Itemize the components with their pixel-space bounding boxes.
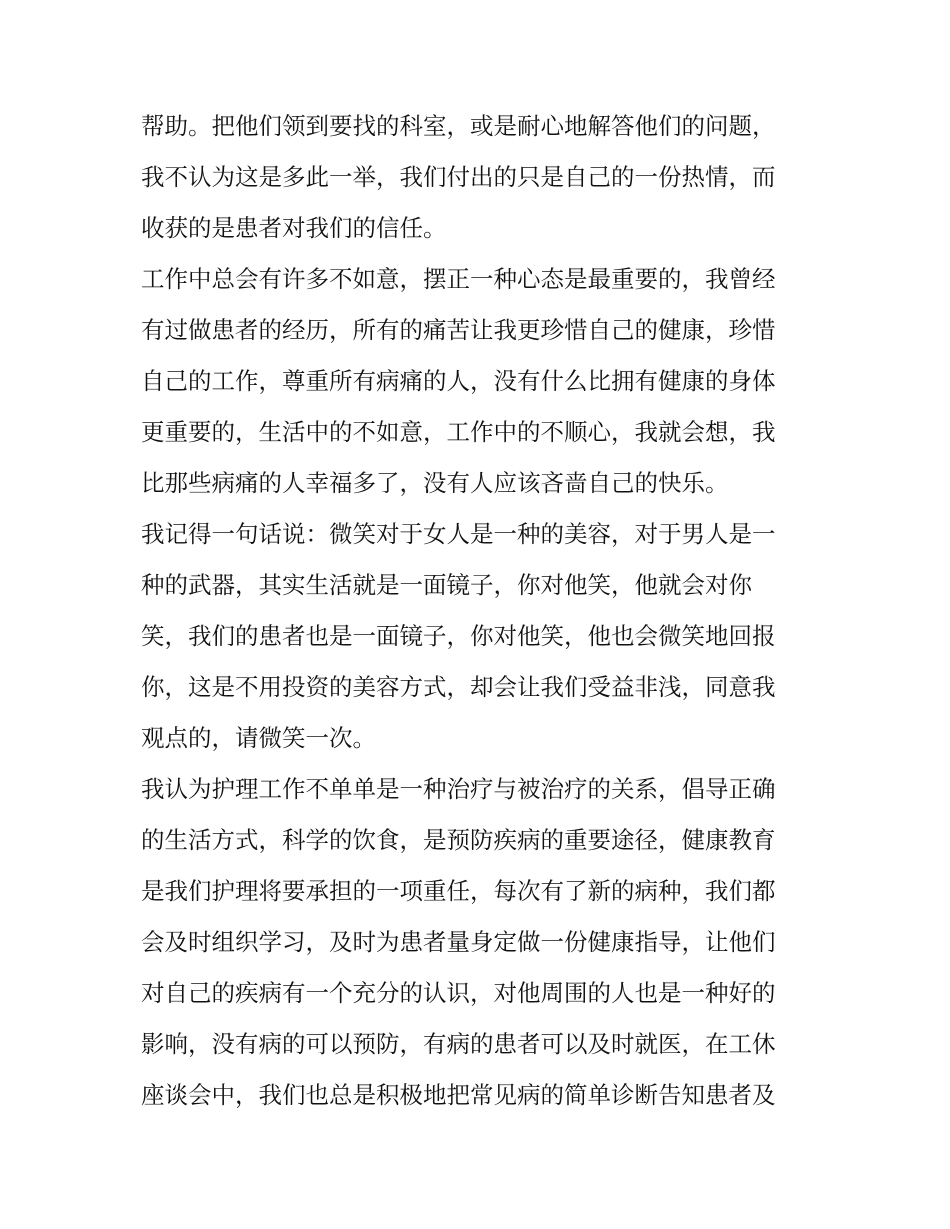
text-line: 对自己的疾病有一个充分的认识，对他周围的人也是一种好的 — [141, 979, 776, 1007]
text-line: 是我们护理将要承担的一项重任，每次有了新的病种，我们都 — [141, 877, 776, 905]
text-line: 更重要的，生活中的不如意，工作中的不顺心，我就会想，我 — [141, 418, 776, 446]
text-line: 观点的，请微笑一次。 — [141, 724, 376, 752]
text-line: 自己的工作，尊重所有病痛的人，没有什么比拥有健康的身体 — [141, 367, 776, 395]
text-line: 影响，没有病的可以预防，有病的患者可以及时就医，在工休 — [141, 1030, 776, 1058]
text-line: 帮助。把他们领到要找的科室，或是耐心地解答他们的问题， — [141, 112, 776, 140]
text-line: 的生活方式，科学的饮食，是预防疾病的重要途径，健康教育 — [141, 826, 776, 854]
text-line: 座谈会中，我们也总是积极地把常见病的简单诊断告知患者及 — [141, 1081, 776, 1109]
text-line: 会及时组织学习，及时为患者量身定做一份健康指导，让他们 — [141, 928, 776, 956]
text-line: 种的武器，其实生活就是一面镜子，你对他笑，他就会对你 — [141, 571, 752, 599]
text-line: 我记得一句话说：微笑对于女人是一种的美容，对于男人是一 — [141, 520, 776, 548]
text-line: 我不认为这是多此一举，我们付出的只是自己的一份热情，而 — [141, 163, 776, 191]
text-line: 工作中总会有许多不如意，摆正一种心态是最重要的，我曾经 — [141, 265, 776, 293]
text-line: 笑，我们的患者也是一面镜子，你对他笑，他也会微笑地回报 — [141, 622, 776, 650]
text-line: 收获的是患者对我们的信任。 — [141, 214, 447, 242]
text-line: 有过做患者的经历，所有的痛苦让我更珍惜自己的健康，珍惜 — [141, 316, 776, 344]
text-line: 我认为护理工作不单单是一种治疗与被治疗的关系，倡导正确 — [141, 775, 776, 803]
text-line: 比那些病痛的人幸福多了，没有人应该吝啬自己的快乐。 — [141, 469, 729, 497]
text-line: 你，这是不用投资的美容方式，却会让我们受益非浅，同意我 — [141, 673, 776, 701]
